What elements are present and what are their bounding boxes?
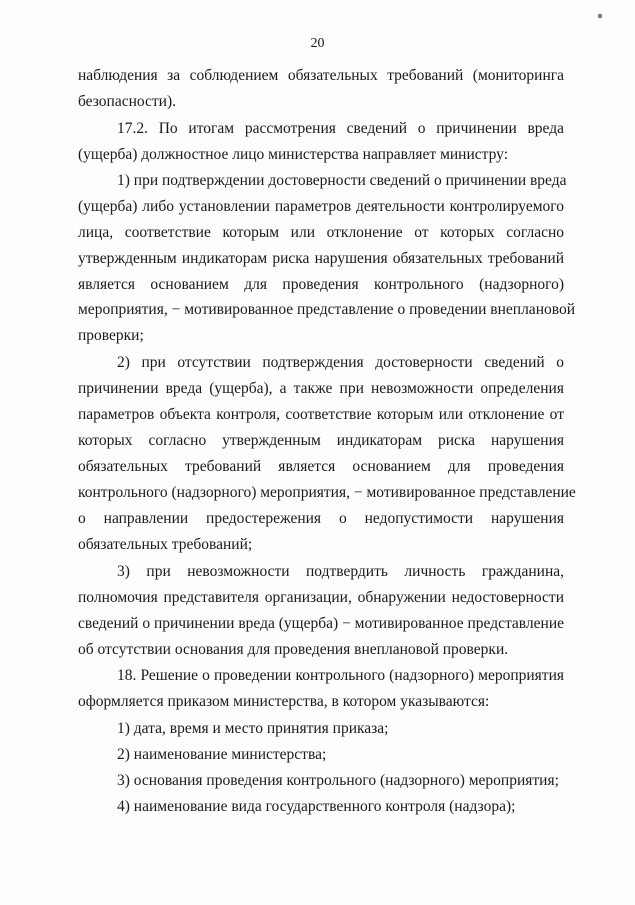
text-line: 2) наименование министерства; [117,746,327,763]
text-line: 1) дата, время и место принятия приказа; [117,720,389,737]
text-line: наблюдения за соблюдением обязательных требований (мониторинга [78,67,564,84]
text-line: 3) основания проведения контрольного (надзорного) мероприятия; [117,772,559,789]
text-line: сведений о причинении вреда (ущерба) − мотивированное представление [78,615,564,632]
text-line: 17.2. По итогам рассмотрения сведений о причинении вреда [117,120,564,137]
text-line: является основанием для проведения контрольного (надзорного) [78,276,564,293]
text-line: 3) при невозможности подтвердить личность гражданина, [117,563,564,580]
text-line: контрольного (надзорного) мероприятия, − мотивированное представление [78,484,576,501]
text-line: полномочия представителя организации, обнаружении недостоверности [78,589,564,606]
text-line: о направлении предостережения о недопустимости нарушения [78,510,564,527]
text-line: 2) при отсутствии подтверждения достоверности сведений о [117,354,564,371]
text-line: 4) наименование вида государственного контроля (надзора); [117,798,516,815]
text-line: безопасности). [78,93,177,110]
text-line: проверки; [78,327,144,344]
text-line: 18. Решение о проведении контрольного (надзорного) мероприятия [117,667,564,684]
text-line: которых согласно утвержденным индикаторам риска нарушения [78,432,564,449]
text-line: мероприятия, − мотивированное представление о проведении внеплановой [78,301,575,318]
text-line: причинении вреда (ущерба), а также при невозможности определения [78,380,564,397]
text-line: обязательных требований является основанием для проведения [78,458,564,475]
text-line: лица, соответствие которым или отклонение от которых согласно [78,224,564,241]
scan-speck [598,14,602,18]
text-line: параметров объекта контроля, соответствие которым или отклонение от [78,406,564,423]
text-line: об отсутствии основания для проведения внеплановой проверки. [78,641,509,658]
page-number: 20 [310,36,325,51]
text-line: (ущерба) либо установлении параметров деятельности контролируемого [78,198,564,215]
text-line: обязательных требований; [78,536,253,553]
text-line: оформляется приказом министерства, в котором указываются: [78,693,490,710]
text-line: утвержденным индикаторам риска нарушения обязательных требований [78,250,564,267]
text-line: (ущерба) должностное лицо министерства направляет министру: [78,146,509,163]
text-line: 1) при подтверждении достоверности сведений о причинении вреда [117,172,567,189]
